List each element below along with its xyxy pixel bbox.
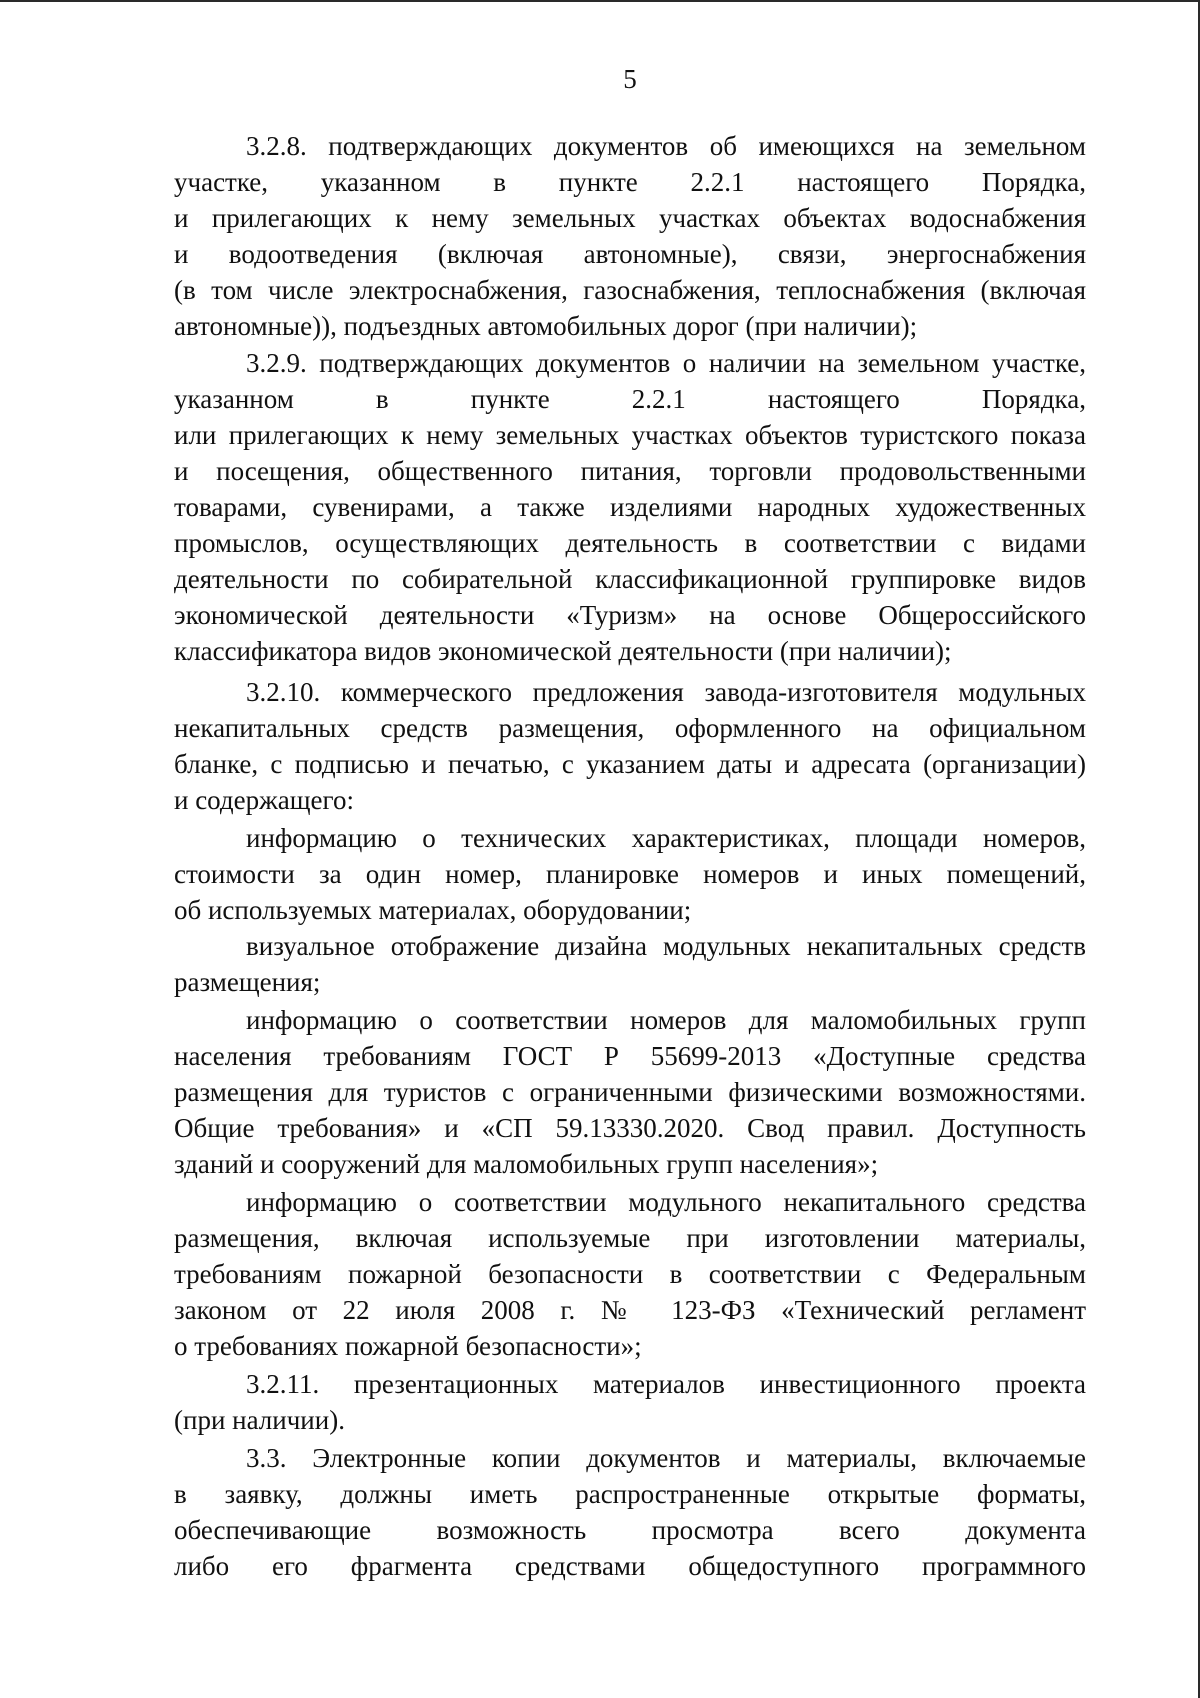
text-line: некапитальных средств размещения, оформленного на официальном (174, 713, 1086, 743)
text-line: информацию о технических характеристиках, площади номеров, (246, 823, 1086, 853)
text-line: визуальное отображение дизайна модульных некапитальных средств (246, 931, 1086, 961)
text-line: 3.2.11. презентационных материалов инвестиционного проекта (246, 1369, 1086, 1399)
text-line: в заявку, должны иметь распространенные открытые форматы, (174, 1479, 1086, 1509)
text-line: населения требованиям ГОСТ Р 55699-2013 «Доступные средства (174, 1041, 1086, 1071)
text-line: размещения для туристов с ограниченными физическими возможностями. (174, 1077, 1086, 1107)
text-line: информацию о соответствии модульного некапитального средства (246, 1187, 1086, 1217)
text-line: либо его фрагмента средствами общедоступного программного (174, 1551, 1086, 1581)
text-line: и содержащего: (174, 785, 354, 815)
text-line: экономической деятельности «Туризм» на основе Общероссийского (174, 600, 1086, 630)
text-line: 3.2.8. подтверждающих документов об имеющихся на земельном (246, 131, 1086, 161)
text-line: или прилегающих к нему земельных участках объектов туристского показа (174, 420, 1086, 450)
text-line: участке, указанном в пункте 2.2.1 настоящего Порядка, (174, 167, 1086, 197)
text-line: информацию о соответствии номеров для маломобильных групп (246, 1005, 1086, 1035)
text-line: и посещения, общественного питания, торговли продовольственными (174, 456, 1086, 486)
text-line: промыслов, осуществляющих деятельность в соответствии с видами (174, 528, 1086, 558)
text-line: 3.2.9. подтверждающих документов о наличии на земельном участке, (246, 348, 1086, 378)
text-line: деятельности по собирательной классификационной группировке видов (174, 564, 1086, 594)
text-line: требованиям пожарной безопасности в соответствии с Федеральным (174, 1259, 1086, 1289)
text-line: (при наличии). (174, 1405, 345, 1435)
text-line: указанном в пункте 2.2.1 настоящего Порядка, (174, 384, 1086, 414)
text-line: 3.2.10. коммерческого предложения завода-изготовителя модульных (246, 677, 1086, 707)
text-line: стоимости за один номер, планировке номеров и иных помещений, (174, 859, 1086, 889)
text-line: об используемых материалах, оборудовании; (174, 895, 692, 925)
text-line: размещения, включая используемые при изготовлении материалы, (174, 1223, 1086, 1253)
text-line: автономные)), подъездных автомобильных дорог (при наличии); (174, 311, 918, 341)
text-line: (в том числе электроснабжения, газоснабжения, теплоснабжения (включая (174, 275, 1086, 305)
text-line: классификатора видов экономической деятельности (при наличии); (174, 636, 952, 666)
page-number: 5 (623, 64, 637, 94)
text-line: зданий и сооружений для маломобильных групп населения»; (174, 1149, 879, 1179)
text-line: товарами, сувенирами, а также изделиями народных художественных (174, 492, 1086, 522)
text-line: бланке, с подписью и печатью, с указанием даты и адресата (организации) (174, 749, 1086, 779)
text-line: законом от 22 июля 2008 г. № 123-ФЗ «Технический регламент (174, 1295, 1086, 1325)
text-line: обеспечивающие возможность просмотра всего документа (174, 1515, 1086, 1545)
text-line: размещения; (174, 967, 321, 997)
text-line: о требованиях пожарной безопасности»; (174, 1331, 642, 1361)
text-line: 3.3. Электронные копии документов и материалы, включаемые (246, 1443, 1086, 1473)
text-line: Общие требования» и «СП 59.13330.2020. Свод правил. Доступность (174, 1113, 1086, 1143)
text-line: и водоотведения (включая автономные), связи, энергоснабжения (174, 239, 1086, 269)
text-line: и прилегающих к нему земельных участках объектах водоснабжения (174, 203, 1086, 233)
